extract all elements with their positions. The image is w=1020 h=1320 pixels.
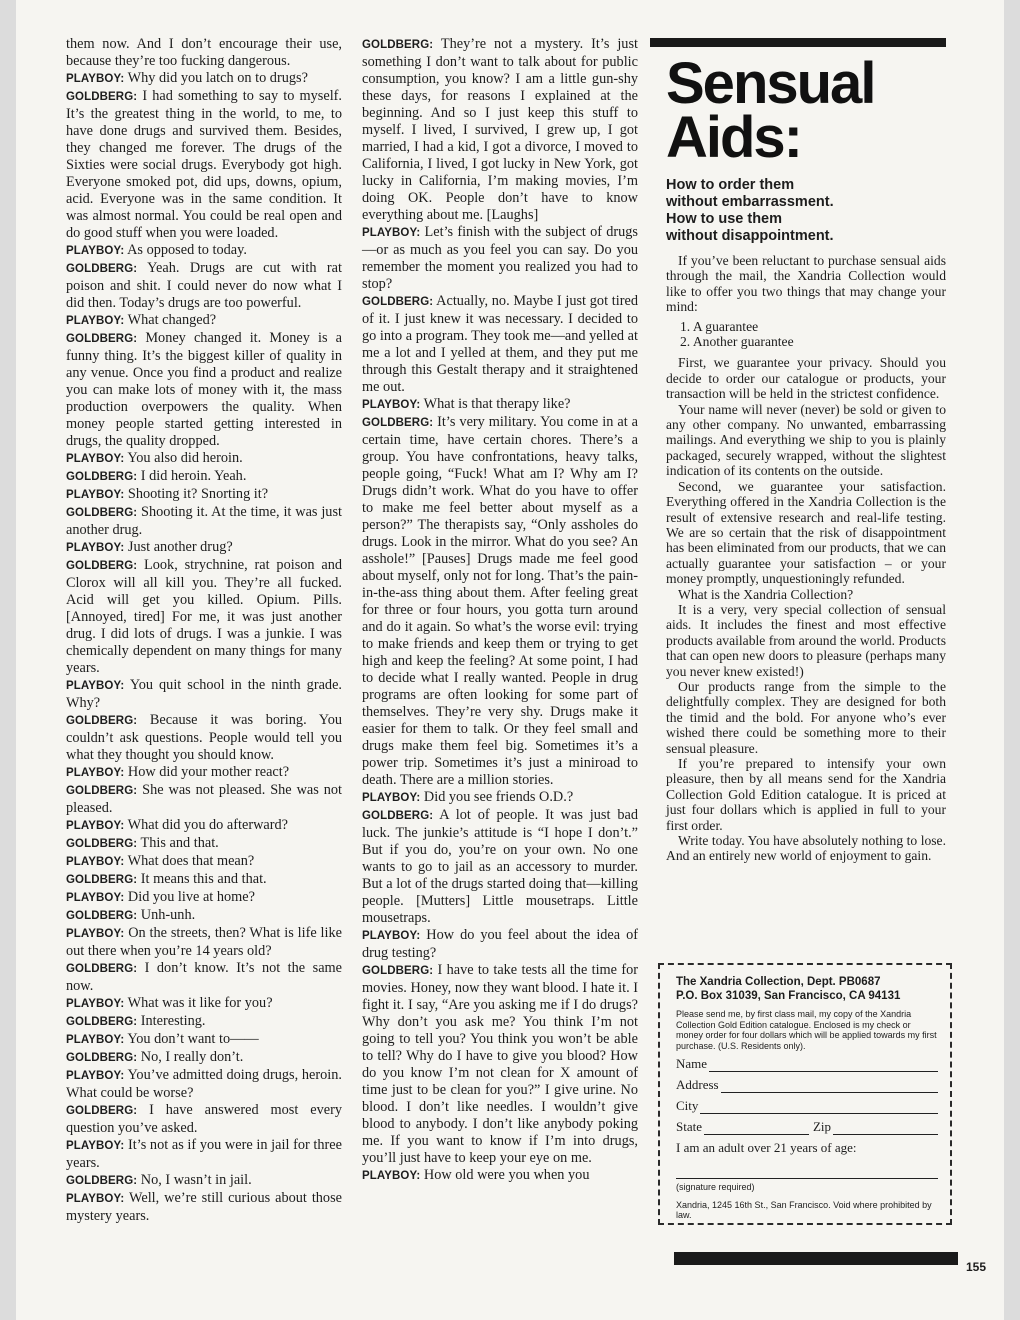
speaker-text: I don’t know. It’s not the same now. <box>66 960 343 994</box>
speaker-label: GOLDBERG: <box>66 507 138 519</box>
speaker-label: PLAYBOY: <box>362 930 421 942</box>
speaker-label: GOLDBERG: <box>66 1175 138 1187</box>
speaker-text: Actually, no. Maybe I just got tired of it. I just knew it was necessary. I decided to go into a program. They took me—and yelled at me a lot and I yelled at them, and they put me through this Gestalt therapy and it straightened me out. <box>362 293 638 395</box>
speaker-label: GOLDBERG: <box>66 1105 138 1117</box>
speaker-text: Just another drug? <box>127 539 233 555</box>
speaker-label: GOLDBERG: <box>66 963 138 975</box>
speaker-label: PLAYBOY: <box>362 1170 421 1182</box>
state-line[interactable] <box>704 1122 809 1135</box>
ad-body <box>666 253 946 864</box>
speaker-label: GOLDBERG: <box>362 296 434 308</box>
speaker-text: This and that. <box>140 835 219 851</box>
speaker-text: Shooting it? Snorting it? <box>127 486 269 502</box>
zip-line[interactable] <box>833 1122 938 1135</box>
coupon-address-line: The Xandria Collection, Dept. PB0687 <box>676 976 881 988</box>
speaker-text: Interesting. <box>140 1013 206 1029</box>
interview-paragraph <box>66 782 342 817</box>
speaker-text: Because it was boring. You couldn’t ask questions. People would tell you what they thought you should know. <box>66 712 342 763</box>
interview-paragraph <box>66 504 342 539</box>
ad-top-rule <box>650 38 946 47</box>
speaker-label: PLAYBOY: <box>66 767 125 779</box>
speaker-text: She was not pleased. She was not pleased. <box>66 782 343 816</box>
interview-paragraph <box>66 539 342 557</box>
speaker-label: GOLDBERG: <box>66 715 138 727</box>
speaker-text: I have to take tests all the time for movies. Honey, now they want blood. I hate it. I fight it. I say, “Are you asking me if I do drugs? Why don’t you ask me? You think I’m not going to tell you? You think you won’t be able to tell? Why do I have to give you blood? How do you know I’m not clean for X amount of time just to be clean for you?” I give urine. No blood. I don’t like needles. I wouldn’t give blood to anybody. I don’t like anybody poking me. If you want to know if I’m into drugs, you’ll just have to keep your eye on me. <box>362 962 639 1166</box>
speaker-text: Shooting it. At the time, it was just another drug. <box>66 504 342 538</box>
speaker-label: PLAYBOY: <box>66 315 125 327</box>
speaker-label: GOLDBERG: <box>66 333 138 345</box>
interview-paragraph <box>66 960 342 995</box>
speaker-text: You don’t want to—— <box>127 1031 259 1047</box>
interview-paragraph <box>66 889 342 907</box>
signature-label: (signature required) <box>676 1182 755 1192</box>
interview-paragraph <box>362 927 638 962</box>
ad-paragraph: If you’ve been reluctant to purchase sensual aids through the mail, the Xandria Collection would like to offer you two things that may change your mind: <box>666 253 946 315</box>
ad-subhead-line: without embarrassment. <box>666 194 834 210</box>
speaker-text: How did your mother react? <box>127 764 290 780</box>
speaker-label: PLAYBOY: <box>66 928 125 940</box>
ad-subhead-line: without disappointment. <box>666 228 834 244</box>
name-field[interactable] <box>676 1056 938 1072</box>
coupon-address-line: P.O. Box 31039, San Francisco, CA 94131 <box>676 990 901 1002</box>
speaker-text: They’re not a mystery. It’s just something I don’t want to talk about for public consumption, you know? I am a little gun-shy these days, for reasons I explained at the beginning. And so I just keep this stuff to myself. I lived, I survived, I grew up, I got married, I had a kid, I got a divorce, I moved to California, I lived, I got lucky in New York, got lucky in California, I’m making movies, I’m doing OK. People don’t have to know everything about me. [Laughs] <box>362 36 638 223</box>
list-item: 1. A guarantee <box>680 318 759 334</box>
speaker-label: PLAYBOY: <box>66 1070 125 1082</box>
interview-paragraph <box>362 293 638 396</box>
interview-paragraph <box>362 962 638 1167</box>
speaker-text: As opposed to today. <box>127 242 247 258</box>
list-item: 2. Another guarantee <box>680 334 794 350</box>
interview-paragraph <box>66 677 342 712</box>
xandria-advertisement <box>650 38 946 864</box>
speaker-text: You’ve admitted doing drugs, heroin. What could be worse? <box>66 1067 342 1101</box>
speaker-label: PLAYBOY: <box>66 73 125 85</box>
speaker-text: No, I wasn’t in jail. <box>140 1172 252 1188</box>
interview-paragraph <box>66 871 342 889</box>
interview-paragraph <box>66 1137 342 1172</box>
interview-paragraph <box>66 260 342 312</box>
speaker-text: What is that therapy like? <box>423 396 571 412</box>
interview-paragraph <box>66 312 342 330</box>
speaker-label: PLAYBOY: <box>66 1140 125 1152</box>
speaker-label: PLAYBOY: <box>66 892 125 904</box>
speaker-label: GOLDBERG: <box>66 1016 138 1028</box>
speaker-text: I had something to say to myself. It’s the greatest thing in the world, to me, to have done drugs and survived them. Besides, they changed me forever. The drugs of the Sixties were social drugs. Everybody got high. Everyone smoked pot, did ups, downs, opium, acid. Everyone was in the same condition. It was almost normal. You could be real open and do good stuff when you were loaded. <box>66 88 343 241</box>
interview-paragraph <box>66 486 342 504</box>
address-label: Address <box>676 1077 719 1092</box>
ad-subhead <box>666 177 946 245</box>
interview-paragraph <box>66 450 342 468</box>
state-label: State <box>676 1119 702 1134</box>
speaker-text: I did heroin. Yeah. <box>140 468 247 484</box>
signature-line[interactable] <box>676 1166 938 1179</box>
interview-paragraph <box>362 36 638 224</box>
speaker-text: Did you see friends O.D.? <box>423 789 574 805</box>
ad-paragraph: If you’re prepared to intensify your own pleasure, then by all means send for the Xandria Collection Gold Edition catalogue. It is priced at just four dollars which is applied in full to your first order. <box>666 756 946 833</box>
adult-label: I am an adult over 21 years of age: <box>676 1140 857 1155</box>
speaker-label: GOLDBERG: <box>66 838 138 850</box>
speaker-label: PLAYBOY: <box>66 1193 125 1205</box>
speaker-text: them now. And I don’t encourage their use, because they’re too fucking dangerous. <box>66 36 342 69</box>
interview-paragraph <box>66 764 342 782</box>
interview-paragraph <box>66 36 342 70</box>
interview-paragraph <box>66 712 342 764</box>
speaker-text: What was it like for you? <box>127 995 273 1011</box>
coupon-footer: Xandria, 1245 16th St., San Francisco. Void where prohibited by law. <box>676 1200 932 1220</box>
ad-paragraph: Second, we guarantee your satisfaction. Everything offered in the Xandria Collection is the result of extensive research and real-life testing. We are so certain that the risk of disappointment has been eliminated from our products, that we can actually guarantee your satisfaction – or your money promptly, unquestioningly refunded. <box>666 478 946 587</box>
coupon-address <box>676 975 938 1003</box>
speaker-text: Let’s finish with the subject of drugs—or as much as you feel you can say. Do you remember the moment you realized you had to stop? <box>362 224 638 292</box>
interview-paragraph <box>66 817 342 835</box>
speaker-label: PLAYBOY: <box>66 453 125 465</box>
interview-paragraph <box>66 1031 342 1049</box>
interview-paragraph <box>66 835 342 853</box>
speaker-text: On the streets, then? What is life like out there when you’re 14 years old? <box>66 925 342 959</box>
speaker-label: PLAYBOY: <box>66 1034 125 1046</box>
address-line[interactable] <box>721 1080 938 1093</box>
speaker-text: How old were you when you <box>423 1167 590 1183</box>
speaker-label: PLAYBOY: <box>362 399 421 411</box>
ad-paragraph: Our products range from the simple to the delightfully complex. They are designed for both the timid and the bold. For anyone who’s ever wished there could be something more to their sensual pleasure. <box>666 678 946 756</box>
speaker-text: Well, we’re still curious about those mystery years. <box>66 1190 342 1224</box>
speaker-label: PLAYBOY: <box>66 489 125 501</box>
interview-paragraph <box>66 1013 342 1031</box>
interview-paragraph <box>362 789 638 807</box>
ad-paragraph: Write today. You have absolutely nothing to lose. And an entirely new world of enjoyment to gain. <box>666 833 946 864</box>
interview-paragraph <box>66 88 342 242</box>
speaker-label: PLAYBOY: <box>66 820 125 832</box>
ad-subhead-line: How to order them <box>666 177 795 193</box>
ad-headline-line-1: Sensual <box>666 51 875 116</box>
speaker-text: Did you live at home? <box>127 889 255 905</box>
speaker-text: It means this and that. <box>140 871 267 887</box>
speaker-label: GOLDBERG: <box>66 560 138 572</box>
magazine-page <box>16 0 1004 1320</box>
speaker-label: GOLDBERG: <box>66 874 138 886</box>
speaker-label: GOLDBERG: <box>362 39 434 51</box>
speaker-label: GOLDBERG: <box>362 417 434 429</box>
ad-paragraph: First, we guarantee your privacy. Should you decide to order our catalogue or products, your transaction will be held in the strictest confidence. <box>666 355 946 402</box>
speaker-label: PLAYBOY: <box>66 680 125 692</box>
interview-paragraph <box>66 1049 342 1067</box>
speaker-text: You quit school in the ninth grade. Why? <box>66 677 342 711</box>
interview-paragraph <box>66 907 342 925</box>
interview-paragraph <box>66 1172 342 1190</box>
speaker-label: PLAYBOY: <box>362 227 421 239</box>
page-number: 155 <box>966 1260 987 1274</box>
interview-paragraph <box>362 396 638 414</box>
name-label: Name <box>676 1056 708 1071</box>
guarantee-list <box>666 319 946 350</box>
speaker-text: I have answered most every question you’ve asked. <box>66 1102 342 1136</box>
speaker-label: GOLDBERG: <box>66 91 138 103</box>
ad-headline-line-2: Aids: <box>666 105 801 170</box>
interview-paragraph <box>66 468 342 486</box>
speaker-text: What does that mean? <box>127 853 255 869</box>
speaker-text: It’s not as if you were in jail for three years. <box>66 1137 342 1171</box>
name-line[interactable] <box>709 1059 938 1072</box>
interview-paragraph <box>362 224 638 293</box>
city-field[interactable] <box>676 1098 938 1114</box>
speaker-text: What changed? <box>127 312 217 328</box>
speaker-text: What did you do afterward? <box>127 817 289 833</box>
order-coupon[interactable] <box>658 963 952 1225</box>
zip-label: Zip <box>812 1119 832 1134</box>
interview-column-2 <box>362 36 638 1185</box>
speaker-label: PLAYBOY: <box>66 245 125 257</box>
ad-paragraph: It is a very, very special collection of sensual aids. It includes the finest and most effective products available from around the world. Products that can open new doors to pleasure (perhaps many you never knew existed!) <box>666 601 946 679</box>
speaker-text: Look, strychnine, rat poison and Clorox will all kill you. They’re all fucked. Acid will get you killed. Opium. Pills. [Annoyed, tired] For me, it was just another drug. I did lots of drugs. I was a junkie. I was chemically dependent on many things for many years. <box>66 557 343 676</box>
ad-paragraph: Your name will never (never) be sold or given to any other company. No unwanted, embarrassing mailings. And everything we ship to you is plainly packaged, securely wrapped, without the slightest indication of its contents on the outside. <box>666 401 946 479</box>
speaker-text: Unh-unh. <box>140 907 196 923</box>
coupon-body: Please send me, by first class mail, my copy of the Xandria Collection Gold Edition catalogue. Enclosed is my check or money order for four dollars which will be applied towards my first purchase. (U.S. Residents only). <box>676 1009 937 1051</box>
speaker-label: GOLDBERG: <box>66 471 138 483</box>
speaker-text: A lot of people. It was just bad luck. The junkie’s attitude is “I hope I don’t.” But if you do, you’re on your own. No one wants to go to jail as an accessory to murder. But a lot of the drugs started doing that—killing people. [Mutters] Little mousetraps. Little mousetraps. <box>362 807 638 926</box>
speaker-label: GOLDBERG: <box>66 910 138 922</box>
speaker-label: PLAYBOY: <box>362 792 421 804</box>
speaker-label: GOLDBERG: <box>66 1052 138 1064</box>
interview-paragraph <box>66 853 342 871</box>
city-label: City <box>676 1098 699 1113</box>
interview-paragraph <box>66 330 342 450</box>
speaker-text: It’s very military. You come in at a certain time, have certain chores. There’s a group. You have confrontations, heavy talks, people going, “Fuck! What am I? Why am I? Drugs didn’t work. What do you have to offer to make me feel better about myself as a person?” The therapists say, “Only assholes do drugs. Look in the mirror. What do you see? An asshole!” [Pauses] Drugs made me feel good about myself, only not for long. That’s the pain-in-the-ass thing about them. After feeling great for three or four hours, you gotta turn around and do it again. So what’s the worse evil: trying to make friends and keep them or trying to get high and keep the feeling? At some point, I had to decide what I really wanted. People in drug programs are often looking for some part of themselves. They’re very shy. Drugs make it easier for them to talk. Or they feel small and drugs make them feel big. Sometimes it’s a power trip. Sometimes it’s just a miniroad to death. There are a million stories. <box>362 414 638 788</box>
interview-paragraph <box>362 414 638 789</box>
speaker-label: GOLDBERG: <box>66 263 138 275</box>
ad-bottom-rule <box>674 1252 958 1265</box>
address-field[interactable] <box>676 1077 938 1093</box>
interview-paragraph <box>66 70 342 88</box>
interview-paragraph <box>362 1167 638 1185</box>
interview-column-1 <box>66 36 342 1225</box>
speaker-label: GOLDBERG: <box>362 810 434 822</box>
speaker-label: PLAYBOY: <box>66 542 125 554</box>
interview-paragraph <box>66 1067 342 1102</box>
speaker-text: Yeah. Drugs are cut with rat poison and shit. I could never do now what I did then. Today’s drugs are too powerful. <box>66 260 342 311</box>
speaker-text: No, I really don’t. <box>140 1049 244 1065</box>
speaker-label: PLAYBOY: <box>66 856 125 868</box>
speaker-label: GOLDBERG: <box>362 965 434 977</box>
speaker-label: PLAYBOY: <box>66 998 125 1010</box>
city-line[interactable] <box>700 1101 938 1114</box>
ad-subhead-line: How to use them <box>666 211 783 227</box>
interview-paragraph <box>66 1102 342 1137</box>
speaker-text: You also did heroin. <box>127 450 243 466</box>
ad-paragraph: What is the Xandria Collection? <box>678 586 854 602</box>
speaker-label: GOLDBERG: <box>66 785 138 797</box>
interview-paragraph <box>362 807 638 927</box>
state-zip-field[interactable] <box>676 1119 938 1135</box>
speaker-text: Money changed it. Money is a funny thing. It’s the biggest killer of quality in any venue. Once you find a product and realize you can make lots of money with it, the mass production overpowers the quality. When money people started getting interested in drugs, the quality dropped. <box>66 330 342 449</box>
interview-paragraph <box>66 1190 342 1225</box>
interview-paragraph <box>66 925 342 960</box>
adult-statement <box>676 1140 938 1156</box>
interview-paragraph <box>66 995 342 1013</box>
speaker-text: How do you feel about the idea of drug testing? <box>362 927 639 961</box>
ad-headline <box>666 51 946 170</box>
speaker-text: Why did you latch on to drugs? <box>127 70 308 86</box>
signature-field[interactable] <box>676 1166 938 1179</box>
interview-paragraph <box>66 557 342 677</box>
interview-paragraph <box>66 242 342 260</box>
